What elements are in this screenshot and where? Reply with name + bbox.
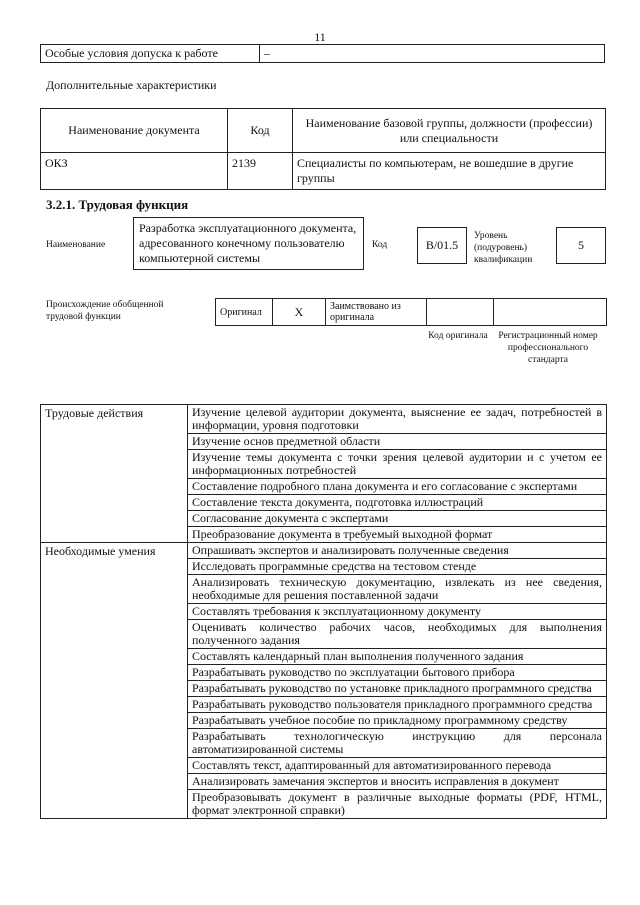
labor-actions-item: Преобразование документа в требуемый выходной формат bbox=[188, 527, 607, 543]
page-number: 11 bbox=[314, 30, 326, 44]
origin-table bbox=[215, 298, 607, 326]
main-table bbox=[40, 404, 607, 819]
labor-actions-label: Трудовые действия bbox=[41, 405, 188, 543]
required-skills-item: Разрабатывать учебное пособие по прикладному программному средству bbox=[188, 713, 607, 729]
origin-reg-cell bbox=[494, 299, 607, 326]
extra-cell-code: 2139 bbox=[228, 153, 293, 190]
origin-code-cell bbox=[427, 299, 494, 326]
labor-actions-item: Изучение основ предметной области bbox=[188, 434, 607, 450]
required-skills-item: Анализировать замечания экспертов и вносить исправления в документ bbox=[188, 774, 607, 790]
labor-actions-item: Согласование документа с экспертами bbox=[188, 511, 607, 527]
function-code-value: B/01.5 bbox=[417, 227, 467, 264]
extra-header-code: Код bbox=[228, 109, 293, 153]
required-skills-item: Составлять текст, адаптированный для автоматизированного перевода bbox=[188, 758, 607, 774]
function-level-value: 5 bbox=[556, 227, 606, 264]
required-skills-item: Составлять календарный план выполнения полученного задания bbox=[188, 649, 607, 665]
origin-label: Происхождение обобщенной трудовой функции bbox=[46, 300, 164, 322]
function-name-label: Наименование bbox=[46, 240, 106, 250]
required-skills-item: Анализировать техническую документацию, извлекать из нее сведения, необходимые для решения поставленной задачи bbox=[188, 575, 607, 604]
required-skills-item: Разрабатывать руководство по установке прикладного программного средства bbox=[188, 681, 607, 697]
required-skills-label: Необходимые умения bbox=[41, 543, 188, 819]
extra-title: Дополнительные характеристики bbox=[46, 78, 217, 92]
function-name-value: Разработка эксплуатационного документа, адресованного конечному пользователю компьютерной системы bbox=[133, 217, 364, 270]
admission-value: – bbox=[260, 45, 605, 63]
table-row bbox=[41, 405, 607, 434]
labor-actions-item: Составление подробного плана документа и его согласование с экспертами bbox=[188, 479, 607, 495]
function-level-label: Уровень (подуровень) квалификации bbox=[474, 231, 533, 265]
required-skills-item: Исследовать программные средства на тестовом стенде bbox=[188, 559, 607, 575]
required-skills-item: Оценивать количество рабочих часов, необходимых для выполнения полученного задания bbox=[188, 620, 607, 649]
table-row bbox=[41, 543, 607, 559]
labor-actions-item: Изучение целевой аудитории документа, выяснение ее задач, потребностей в информации, уровня подготовки bbox=[188, 405, 607, 434]
required-skills-item: Опрашивать экспертов и анализировать полученные сведения bbox=[188, 543, 607, 559]
origin-borrowed-label: Заимствовано из оригинала bbox=[326, 299, 427, 326]
labor-actions-item: Изучение темы документа с точки зрения целевой аудитории и с учетом ее информационных потребностей bbox=[188, 450, 607, 479]
extra-cell-doc: ОКЗ bbox=[41, 153, 228, 190]
required-skills-item: Составлять требования к эксплуатационному документу bbox=[188, 604, 607, 620]
function-title: 3.2.1. Трудовая функция bbox=[46, 197, 189, 212]
required-skills-item: Разрабатывать руководство по эксплуатации бытового прибора bbox=[188, 665, 607, 681]
extra-header-group: Наименование базовой группы, должности (профессии) или специальности bbox=[293, 109, 606, 153]
admission-table bbox=[40, 44, 605, 63]
origin-original-mark: X bbox=[273, 299, 326, 326]
extra-table bbox=[40, 108, 606, 190]
required-skills-item: Разрабатывать руководство пользователя прикладного программного средства bbox=[188, 697, 607, 713]
required-skills-item: Преобразовывать документ в различные выходные форматы (PDF, HTML, формат электронной справки) bbox=[188, 790, 607, 819]
required-skills-item: Разрабатывать технологическую инструкцию для персонала автоматизированной системы bbox=[188, 729, 607, 758]
origin-code-caption: Код оригинала bbox=[428, 331, 488, 341]
labor-actions-item: Составление текста документа, подготовка иллюстраций bbox=[188, 495, 607, 511]
extra-header-doc: Наименование документа bbox=[41, 109, 228, 153]
origin-original-label: Оригинал bbox=[216, 299, 273, 326]
admission-label: Особые условия допуска к работе bbox=[41, 45, 260, 63]
function-code-label: Код bbox=[372, 240, 388, 250]
extra-cell-group: Специалисты по компьютерам, не вошедшие в другие группы bbox=[293, 153, 606, 190]
origin-reg-caption: Регистрационный номер профессионального стандарта bbox=[498, 331, 598, 365]
